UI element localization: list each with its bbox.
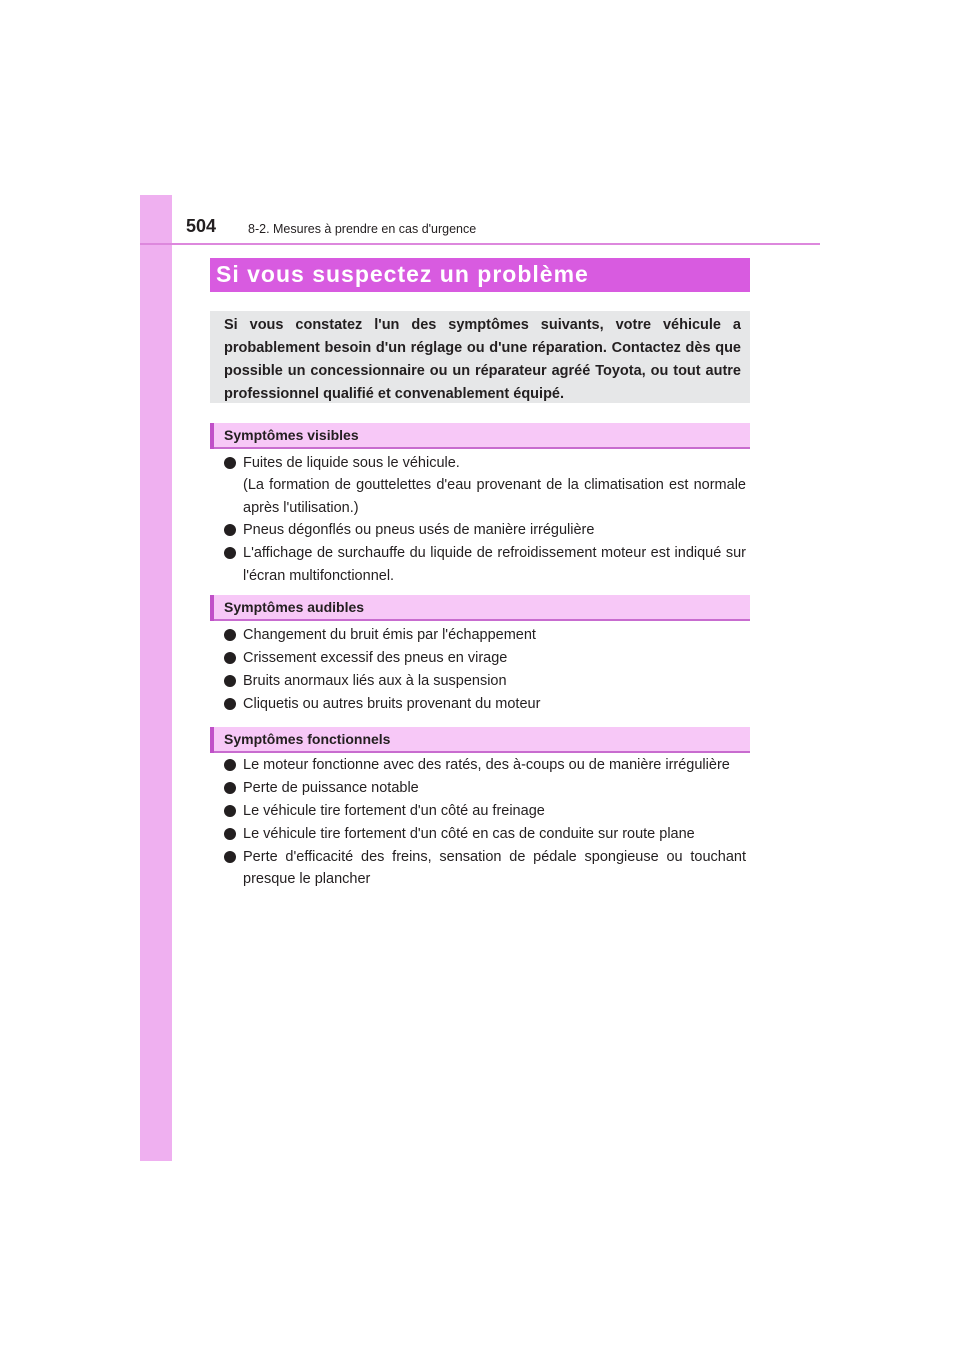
list-item-note: (La formation de gouttelettes d'eau provenant de la climatisation est normale après l'utilisation.) <box>243 477 746 516</box>
section-heading-label: Symptômes fonctionnels <box>224 731 391 747</box>
section-title-bar <box>210 258 750 292</box>
bullet-icon <box>224 652 236 664</box>
list-item <box>224 624 746 646</box>
bullet-icon <box>224 828 236 840</box>
bullet-icon <box>224 759 236 771</box>
bullet-icon <box>224 698 236 710</box>
symptom-list-visible <box>224 452 746 587</box>
list-item-text: Le véhicule tire fortement d'un côté en cas de conduite sur route plane <box>243 825 695 842</box>
list-item-text: Cliquetis ou autres bruits provenant du moteur <box>243 695 541 712</box>
bullet-icon <box>224 675 236 687</box>
side-tab-strip <box>140 195 172 1161</box>
list-item <box>224 670 746 692</box>
list-item-text: Fuites de liquide sous le véhicule. <box>243 455 460 471</box>
section-heading-audible <box>210 595 750 621</box>
page-number: 504 <box>186 216 217 236</box>
list-item <box>224 846 746 891</box>
bullet-icon <box>224 629 236 641</box>
section-heading-label: Symptômes audibles <box>224 599 365 615</box>
bullet-icon <box>224 782 236 794</box>
section-heading-functional <box>210 727 750 753</box>
running-head: 8-2. Mesures à prendre en cas d'urgence <box>248 222 477 236</box>
bullet-icon <box>224 805 236 817</box>
list-item <box>224 452 746 519</box>
list-item-text: Pneus dégonflés ou pneus usés de manière irrégulière <box>243 522 595 539</box>
list-item <box>224 777 746 799</box>
list-item-text: Changement du bruit émis par l'échappement <box>243 627 536 643</box>
list-item <box>224 754 746 776</box>
list-item <box>224 823 746 845</box>
section-heading-visible <box>210 423 750 449</box>
list-item <box>224 647 746 669</box>
intro-box <box>210 311 750 403</box>
list-item <box>224 800 746 822</box>
list-item-text: Crissement excessif des pneus en virage <box>243 649 508 666</box>
list-item-text: Le moteur fonctionne avec des ratés, des à-coups ou de manière irrégulière <box>243 757 730 773</box>
list-item-text: Perte de puissance notable <box>243 779 419 796</box>
bullet-icon <box>224 524 236 536</box>
list-item <box>224 519 746 541</box>
list-item <box>224 542 746 587</box>
list-item-text: Bruits anormaux liés aux à la suspension <box>243 672 507 689</box>
page-title: Si vous suspectez un problème <box>216 261 589 287</box>
list-item-text: Le véhicule tire fortement d'un côté au freinage <box>243 802 545 819</box>
section-heading-label: Symptômes visibles <box>224 427 359 443</box>
bullet-icon <box>224 457 236 469</box>
symptom-list-functional <box>224 754 746 890</box>
symptom-list-audible <box>224 624 746 715</box>
list-item <box>224 693 746 715</box>
intro-text: Si vous constatez l'un des symptômes suivants, votre véhicule a probablement besoin d'un réglage ou d'une réparation. Contactez dès que possible un concessionnaire ou un réparateur agréé Toyota, ou tout autre professionnel qualifié et convenablement équipé. <box>224 317 741 402</box>
bullet-icon <box>224 547 236 559</box>
list-item-text: Perte d'efficacité des freins, sensation de pédale spongieuse ou touchant presque le plancher <box>243 848 746 887</box>
bullet-icon <box>224 851 236 863</box>
list-item-text: L'affichage de surchauffe du liquide de refroidissement moteur est indiqué sur l'écran multifonctionnel. <box>243 545 746 584</box>
header-rule <box>140 243 820 245</box>
